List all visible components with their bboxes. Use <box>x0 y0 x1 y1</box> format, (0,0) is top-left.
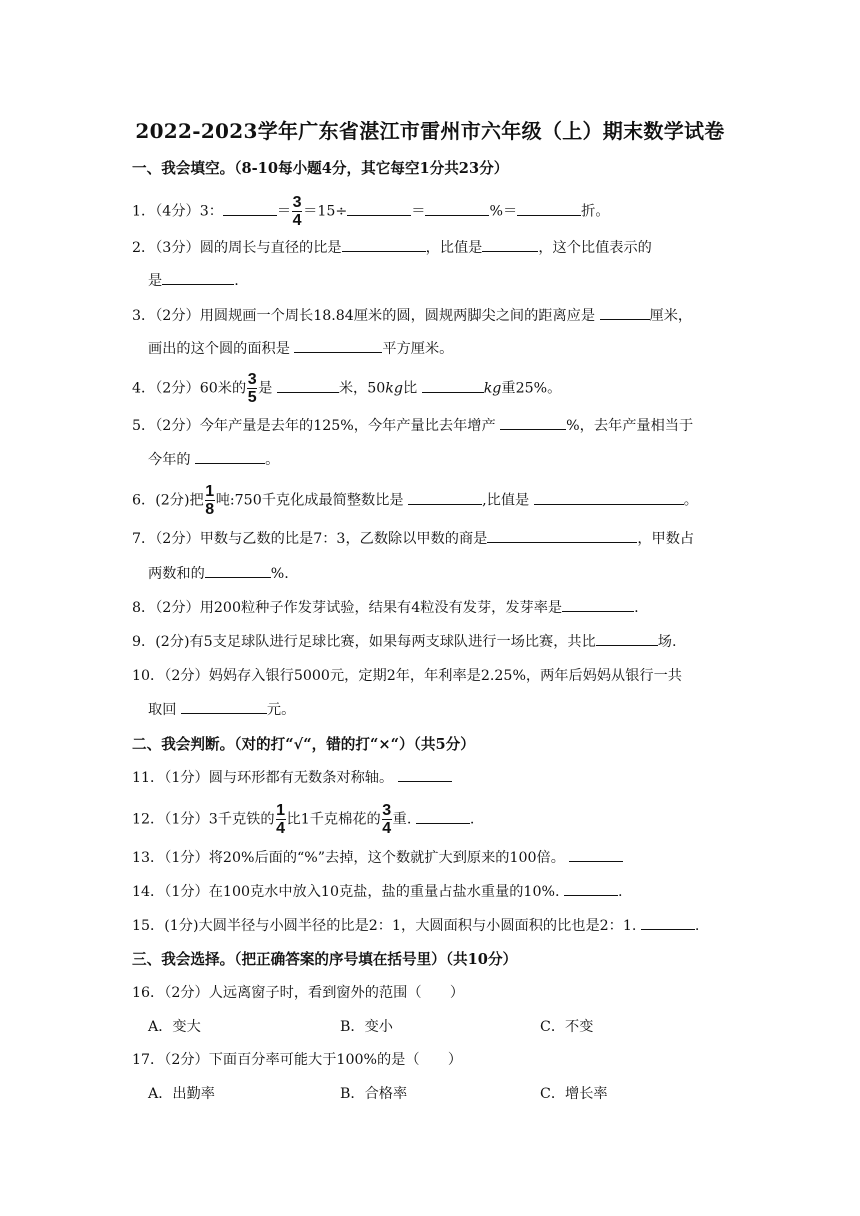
q11-text: 11．（1分）圆与环形都有无数条对称轴。 <box>132 770 394 786</box>
q17-text: 17．（2分）下面百分率可能大于100%的是（ ） <box>132 1052 463 1068</box>
fraction-3-4: $\frac{3}{4}$ <box>382 802 392 837</box>
answer-blank[interactable] <box>347 201 411 216</box>
q1-text: 1．（4分）3： <box>132 203 223 220</box>
question-5 <box>132 415 693 435</box>
answer-blank[interactable] <box>195 449 265 464</box>
question-13 <box>132 847 623 867</box>
q15-text: . <box>694 918 700 934</box>
answer-blank[interactable] <box>162 270 234 285</box>
answer-blank[interactable] <box>500 415 566 430</box>
q2-text: ，比值是 <box>425 240 483 256</box>
answer-blank[interactable] <box>294 338 382 353</box>
q13-text: 13．（1分）将20%后面的“%”去掉，这个数就扩大到原来的100倍。 <box>132 850 565 866</box>
question-11 <box>132 767 452 787</box>
answer-blank[interactable] <box>416 809 470 824</box>
answer-blank[interactable] <box>487 528 637 543</box>
answer-blank[interactable] <box>181 699 267 714</box>
answer-blank[interactable] <box>517 201 581 216</box>
q10-text: 取回 <box>148 702 177 718</box>
answer-blank[interactable] <box>569 847 623 862</box>
q14-text: 14．（1分）在100克水中放入10克盐，盐的重量占盐水重量的10%. <box>132 884 560 900</box>
answer-blank[interactable] <box>398 767 452 782</box>
q6-text: 吨:750千克化成最简整数比是 <box>215 492 404 509</box>
q1-text: ＝ <box>411 203 426 220</box>
q5-text: 5．（2分）今年产量是去年的125%，今年产量比去年增产 <box>132 418 496 434</box>
q16-option-a[interactable]: A．变大 <box>148 1019 201 1035</box>
q3-text: 3．（2分）用圆规画一个周长18.84厘米的圆，圆规两脚尖之间的距离应是 <box>132 308 596 324</box>
page-title: 2022-2023学年广东省湛江市雷州市六年级（上）期末数学试卷 <box>135 119 725 143</box>
question-16 <box>132 982 464 1002</box>
answer-blank[interactable] <box>408 490 482 505</box>
q7-text: ，甲数占 <box>637 531 695 547</box>
q2-text: 2．（3分）圆的周长与直径的比是 <box>132 240 342 256</box>
q4-text: 重25%。 <box>501 380 562 397</box>
question-1 <box>132 195 610 228</box>
section-heading-judge: 二、我会判断。（对的打“√“，错的打“×“）（共5分） <box>132 736 475 753</box>
q10-text: 10．（2分）妈妈存入银行5000元，定期2年，年利率是2.25%，两年后妈妈从银行一共 <box>132 668 682 684</box>
question-4 <box>132 372 561 405</box>
answer-blank[interactable] <box>342 237 426 252</box>
question-17 <box>132 1049 462 1069</box>
answer-blank[interactable] <box>534 490 684 505</box>
q10-text: 元。 <box>266 702 296 718</box>
section-heading-fill: 一、我会填空。（8-10每小题4分，其它每空1分共23分） <box>132 160 509 177</box>
q7-text: 两数和的 <box>148 566 205 582</box>
question-3-cont <box>148 338 453 358</box>
question-2-cont <box>148 270 239 290</box>
answer-blank[interactable] <box>564 881 618 896</box>
answer-blank[interactable] <box>596 631 658 646</box>
fraction-3-4: $\frac{3}{4}$ <box>292 194 302 229</box>
question-8 <box>132 597 639 617</box>
q2-text: ，这个比值表示的 <box>538 240 652 256</box>
question-2 <box>132 237 652 257</box>
q6-text: ,比值是 <box>482 492 530 509</box>
q1-text: ＝ <box>276 203 292 220</box>
fraction-3-5: $\frac{3}{5}$ <box>247 371 257 406</box>
q15-text: 15．(1分)大圆半径与小圆半径的比是2：1，大圆面积与小圆面积的比也是2：1. <box>132 918 637 934</box>
q5-text: %，去年产量相当于 <box>566 418 694 434</box>
q3-text: 厘米， <box>649 308 693 324</box>
q1-text: 折。 <box>581 203 610 220</box>
fraction-1-8: $\frac{1}{8}$ <box>205 483 215 518</box>
answer-blank[interactable] <box>562 597 634 612</box>
answer-blank[interactable] <box>277 378 339 393</box>
question-5-cont <box>148 449 279 469</box>
question-14 <box>132 881 623 901</box>
q6-text: 6．(2分)把 <box>132 492 204 509</box>
q17-option-c[interactable]: C．增长率 <box>540 1086 608 1102</box>
q16-option-b[interactable]: B．变小 <box>340 1019 393 1035</box>
q8-text: 8．（2分）用200粒种子作发芽试验，结果有4粒没有发芽，发芽率是 <box>132 600 563 616</box>
q2-text: 是 <box>148 273 163 289</box>
unit-kg: kg <box>385 380 403 397</box>
q4-text: 比 <box>402 380 418 397</box>
q14-text: . <box>618 884 623 900</box>
question-3 <box>132 305 692 325</box>
q16-text: 16．（2分）人远离窗子时，看到窗外的范围（ ） <box>132 985 465 1001</box>
q6-text: 。 <box>683 492 698 509</box>
q7-text: %. <box>270 566 289 582</box>
question-10 <box>132 665 682 685</box>
q12-text: 比1千克棉花的 <box>286 811 381 828</box>
q1-text: ＝15÷ <box>303 203 348 220</box>
answer-blank[interactable] <box>422 378 484 393</box>
q3-text: 画出的这个圆的面积是 <box>148 341 290 357</box>
answer-blank[interactable] <box>425 201 489 216</box>
q5-text: 今年的 <box>148 452 191 468</box>
q8-text: . <box>634 600 639 616</box>
q9-text: 9．(2分)有5支足球队进行足球比赛，如果每两支球队进行一场比赛，共比 <box>132 634 596 650</box>
question-10-cont <box>148 699 295 719</box>
q12-text: . <box>469 811 475 828</box>
answer-blank[interactable] <box>641 915 695 930</box>
answer-blank[interactable] <box>482 237 538 252</box>
q7-text: 7．（2分）甲数与乙数的比是7：3，乙数除以甲数的商是 <box>132 531 488 547</box>
question-12 <box>132 803 474 836</box>
q4-text: 是 <box>258 380 273 397</box>
q17-option-b[interactable]: B．合格率 <box>340 1086 408 1102</box>
q3-text: 平方厘米。 <box>382 341 454 357</box>
question-7 <box>132 528 694 548</box>
answer-blank[interactable] <box>600 305 650 320</box>
unit-kg: kg <box>483 380 502 397</box>
q9-text: 场. <box>657 634 677 650</box>
q12-text: 12．（1分）3千克铁的 <box>132 811 275 828</box>
section-heading-choice: 三、我会选择。（把正确答案的序号填在括号里）（共10分） <box>132 951 518 968</box>
answer-blank[interactable] <box>223 201 277 216</box>
q4-text: 4．（2分）60米的 <box>132 380 247 397</box>
answer-blank[interactable] <box>205 563 271 578</box>
question-6 <box>132 484 698 517</box>
q16-option-c[interactable]: C．不变 <box>540 1019 594 1035</box>
q4-text: 米，50 <box>338 380 386 397</box>
q5-text: 。 <box>265 452 280 468</box>
q12-text: 重. <box>392 811 412 828</box>
q1-text: %＝ <box>489 203 518 220</box>
q17-option-a[interactable]: A．出勤率 <box>148 1086 215 1102</box>
question-9 <box>132 631 676 651</box>
fraction-1-4: $\frac{1}{4}$ <box>276 802 285 837</box>
question-15 <box>132 915 699 935</box>
q2-text: . <box>234 273 239 289</box>
question-7-cont <box>148 563 289 583</box>
